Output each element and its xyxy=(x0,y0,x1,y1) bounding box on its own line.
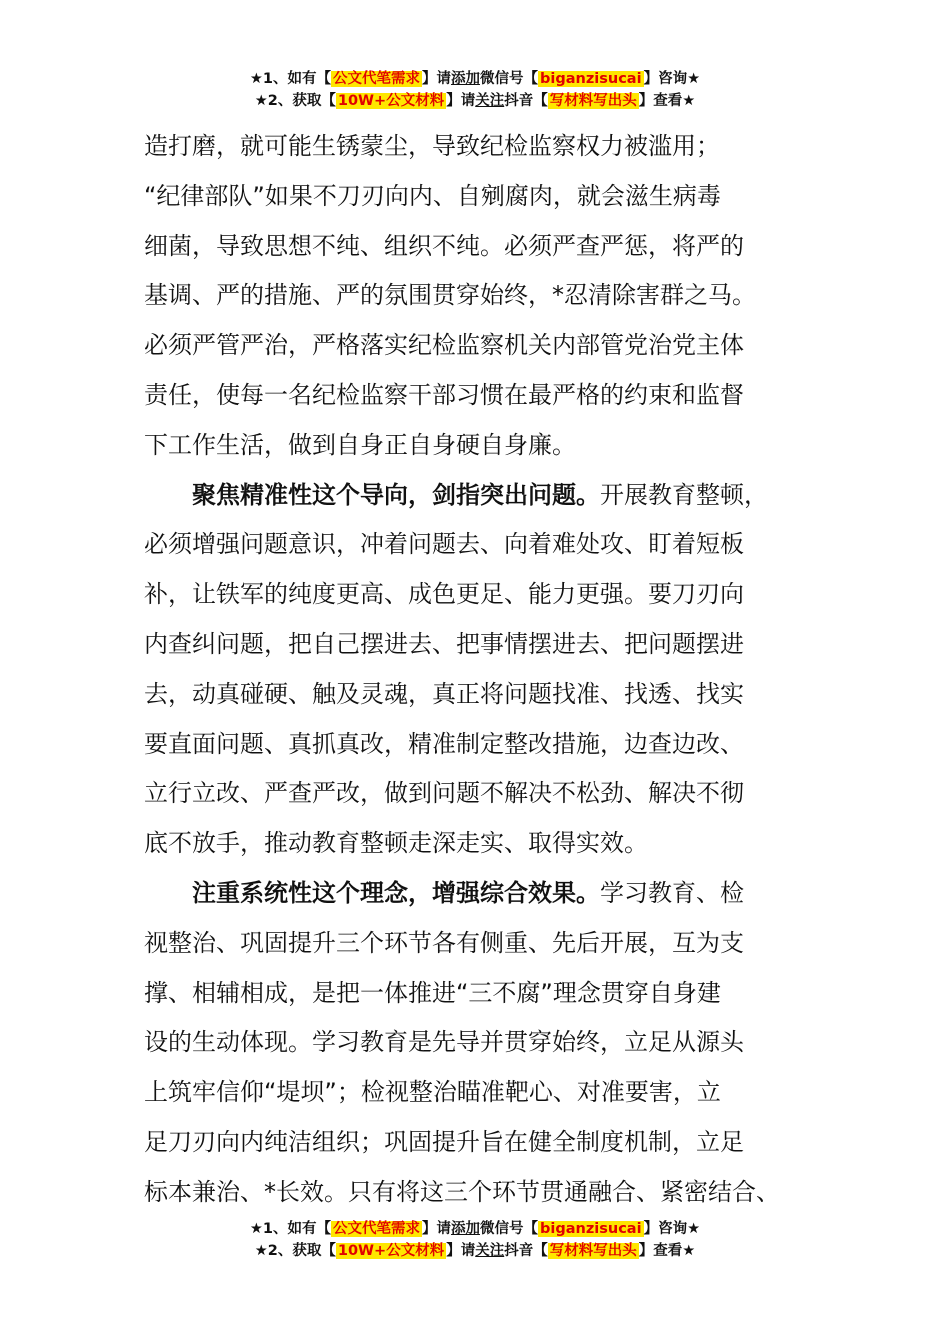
text-line: 必须严管严治，严格落实纪检监察机关内部管党治党主体 xyxy=(144,331,744,360)
text-line: 补，让铁军的纯度更高、成色更足、能力更强。要刀刃向 xyxy=(144,580,744,609)
banner-line-2: ★2、获取【 10W+公文材料 】请关注抖音【 写材料写出头 】查看★ xyxy=(254,93,696,109)
highlight-service: 公文代笔需求 xyxy=(333,71,421,87)
text-line: 内查纠问题，把自己摆进去、把事情摆进去、把问题摆进 xyxy=(144,629,744,658)
text-line: “纪律部队”如果不刀刃向内、自剜腐肉，就会滋生病毒 xyxy=(144,181,721,210)
highlight-materials: 10W+公文材料 xyxy=(337,1243,445,1259)
text-line: 底不放手，推动教育整顿走深走实、取得实效。 xyxy=(144,829,648,858)
text-line: 要直面问题、真抓真改，精准制定整改措施，边查边改、 xyxy=(144,729,744,758)
text-line: 标本兼治、*长效。只有将这三个环节贯通融合、紧密结合、 xyxy=(144,1177,780,1206)
highlight-douyin: 写材料写出头 xyxy=(549,1243,637,1259)
paragraph-lead: 注重系统性这个理念，增强综合效果。 xyxy=(192,878,600,907)
text-line: 下工作生活，做到自身正自身硬自身廉。 xyxy=(144,430,576,459)
text-line: 必须增强问题意识，冲着问题去、向着难处攻、盯着短板 xyxy=(144,530,744,559)
text-line: 基调、严的措施、严的氛围贯穿始终，*忍清除害群之马。 xyxy=(144,281,756,310)
banner-line-1: ★1、如有【 公文代笔需求 】请添加微信号【 biganzisucai 】咨询★ xyxy=(249,71,701,87)
highlight-wechat-id: biganzisucai xyxy=(540,1221,642,1237)
text-line: 细菌，导致思想不纯、组织不纯。必须严查严惩，将严的 xyxy=(144,231,744,260)
text-line: 视整治、巩固提升三个环节各有侧重、先后开展，互为支 xyxy=(144,928,744,957)
text-line: 注重系统性这个理念，增强综合效果。学习教育、检 xyxy=(192,878,744,907)
document-body xyxy=(144,122,834,1218)
paragraph-1 xyxy=(144,122,834,471)
text-line: 立行立改、严查严改，做到问题不解决不松劲、解决不彻 xyxy=(144,779,744,808)
paragraph-lead: 聚焦精准性这个导向，剑指突出问题。 xyxy=(192,480,600,509)
highlight-douyin: 写材料写出头 xyxy=(549,93,637,109)
paragraph-2 xyxy=(144,471,834,869)
text-line: 足刀刃向内纯洁组织；巩固提升旨在健全制度机制，立足 xyxy=(144,1127,744,1156)
footer-banner xyxy=(0,1218,950,1262)
header-banner xyxy=(0,68,950,112)
highlight-materials: 10W+公文材料 xyxy=(337,93,445,109)
text-line: 聚焦精准性这个导向，剑指突出问题。开展教育整顿， xyxy=(192,480,768,509)
banner-line-2: ★2、获取【 10W+公文材料 】请关注抖音【 写材料写出头 】查看★ xyxy=(254,1243,696,1259)
highlight-wechat-id: biganzisucai xyxy=(540,71,642,87)
text-line: 造打磨，就可能生锈蒙尘，导致纪检监察权力被滥用； xyxy=(144,132,720,160)
text-line: 撑、相辅相成，是把一体推进“三不腐”理念贯穿自身建 xyxy=(144,978,721,1007)
highlight-service: 公文代笔需求 xyxy=(333,1221,421,1237)
banner-line-1: ★1、如有【 公文代笔需求 】请添加微信号【 biganzisucai 】咨询★ xyxy=(249,1221,701,1237)
text-line: 上筑牢信仰“堤坝”；检视整治瞄准靶心、对准要害，立 xyxy=(144,1078,721,1107)
text-line: 去，动真碰硬、触及灵魂，真正将问题找准、找透、找实 xyxy=(144,679,744,708)
text-line: 设的生动体现。学习教育是先导并贯穿始终，立足从源头 xyxy=(144,1028,744,1057)
text-line: 责任，使每一名纪检监察干部习惯在最严格的约束和监督 xyxy=(144,380,744,409)
paragraph-3 xyxy=(144,869,834,1218)
